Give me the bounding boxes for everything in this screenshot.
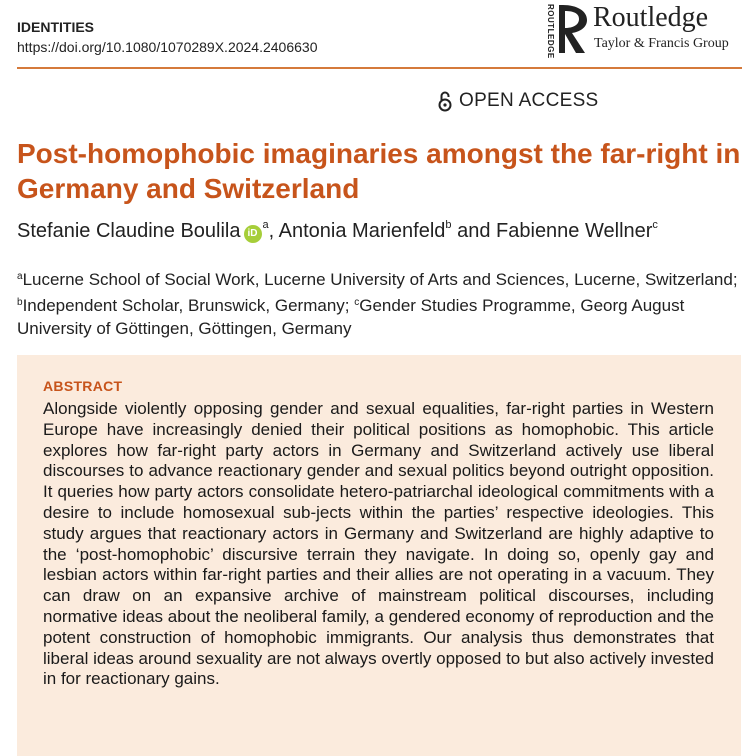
author-name[interactable]: Antonia Marienfeld xyxy=(278,220,446,242)
affil-text: Gender Studies Programme, Georg August University of Göttingen, Göttingen, Germany xyxy=(17,296,685,338)
affil-text: Independent Scholar, Brunswick, Germany; xyxy=(22,296,355,315)
author-affil-mark: a xyxy=(262,219,269,231)
open-access-badge xyxy=(437,88,599,114)
affil-mark: c xyxy=(354,297,360,308)
orcid-icon[interactable]: iD xyxy=(244,225,262,243)
publisher-name: Routledge xyxy=(593,2,709,33)
open-lock-icon xyxy=(437,90,453,112)
journal-name: IDENTITIES xyxy=(17,19,95,35)
author-separator: and xyxy=(451,220,497,242)
affiliations xyxy=(17,265,742,340)
affil-mark: a xyxy=(17,271,23,282)
publisher-side-text: ROUTLEDGE xyxy=(546,4,555,59)
publisher-subtitle: Taylor & Francis Group xyxy=(594,36,729,51)
header-rule xyxy=(17,67,742,69)
author-separator: , xyxy=(268,220,279,242)
author-name[interactable]: Stefanie Claudine Boulila xyxy=(17,220,241,242)
abstract-heading: ABSTRACT xyxy=(43,378,123,394)
publisher-logo xyxy=(545,2,745,58)
affil-text: Lucerne School of Social Work, Lucerne University of Arts and Sciences, Lucerne, Switzerland; xyxy=(22,270,738,289)
author-affil-mark: b xyxy=(445,219,452,231)
article-title: Post-homophobic imaginaries amongst the far-right in Germany and Switzerland xyxy=(17,138,741,204)
open-access-label: OPEN ACCESS xyxy=(459,90,599,111)
author-affil-mark: c xyxy=(652,219,658,231)
abstract-text: Alongside violently opposing gender and sexual equalities, far-right parties in Western Europe have increasingly denied their political positions as homophobic. This article explores how far-right party actors in Germany and Switzerland actively use liberal discourses to advance reactionary gender and sexual politics beyond outright opposition. It queries how party actors consolidate hetero-patriarchal ideological commitments with a desire to include homosexual sub-jects within the parties’ respective ideologies. This study argues that reactionary actors in Germany and Switzerland are highly adaptive to the ‘post-homophobic’ discursive terrain they navigate. In doing so, openly gay and lesbian actors within far-right parties and their allies are not operating in a vacuum. They can draw on an expansive archive of mainstream political discourses, including normative ideas about the neoliberal family, a gendered economy of reproduction and the potent construction of homophobic immigrants. Our analysis thus demonstrates that liberal ideas around sexuality are not always overtly opposed to but also actively invested in for reactionary gains. xyxy=(43,399,714,689)
doi-link[interactable]: https://doi.org/10.1080/1070289X.2024.2406630 xyxy=(17,39,318,55)
author-list xyxy=(17,219,658,243)
author-name[interactable]: Fabienne Wellner xyxy=(496,220,653,242)
affil-mark: b xyxy=(17,297,23,308)
routledge-mark-icon xyxy=(557,3,591,55)
